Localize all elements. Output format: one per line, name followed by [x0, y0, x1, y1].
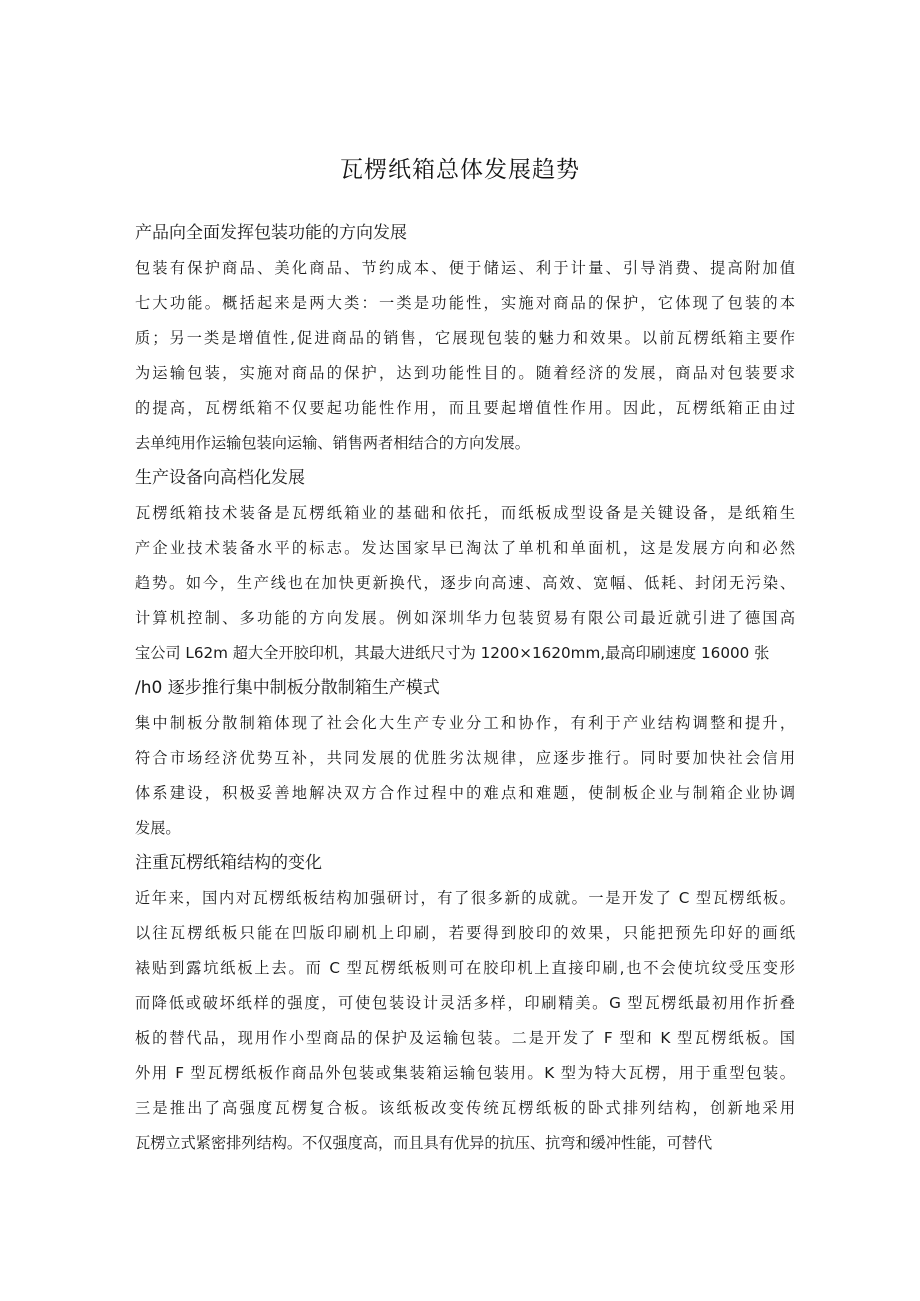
- paragraph-line: 瓦楞纸箱技术装备是瓦楞纸箱业的基础和依托，而纸板成型设备是关键设备，是纸箱生: [135, 504, 795, 522]
- paragraph-line: 宝公司 L62m 超大全开胶印机，其最大进纸尺寸为 1200×1620mm,最高印刷速度 16000 张: [135, 644, 770, 662]
- paragraph-line: 瓦楞立式紧密排列结构。不仅强度高，而且具有优异的抗压、抗弯和缓冲性能，可替代: [135, 1134, 713, 1152]
- paragraph-line: 而降低或破坏纸样的强度，可使包装设计灵活多样，印刷精美。G 型瓦楞纸最初用作折叠: [135, 994, 795, 1012]
- paragraph-line: 以往瓦楞纸板只能在凹版印刷机上印刷，若要得到胶印的效果，只能把预先印好的画纸: [135, 924, 795, 942]
- paragraph-line: 裱贴到露坑纸板上去。而 C 型瓦楞纸板则可在胶印机上直接印刷,也不会使坑纹受压变形: [135, 959, 795, 977]
- paragraph-line: 发展。: [135, 819, 181, 837]
- document-body: [135, 216, 795, 1161]
- paragraph-line: 为运输包装，实施对商品的保护，达到功能性目的。随着经济的发展，商品对包装要求: [135, 364, 795, 382]
- paragraph-line: 近年来，国内对瓦楞纸板结构加强研讨，有了很多新的成就。一是开发了 C 型瓦楞纸板。: [135, 889, 795, 907]
- paragraph-line: 七大功能。概括起来是两大类：一类是功能性，实施对商品的保护，它体现了包装的本: [135, 294, 795, 312]
- paragraph-line: 的提高，瓦楞纸箱不仅要起功能性作用，而且要起增值性作用。因此，瓦楞纸箱正由过: [135, 399, 795, 417]
- paragraph-line: 包装有保护商品、美化商品、节约成本、便于储运、利于计量、引导消费、提高附加值: [135, 259, 795, 277]
- paragraph-line: 趋势。如今，生产线也在加快更新换代，逐步向高速、高效、宽幅、低耗、封闭无污染、: [135, 574, 795, 592]
- paragraph-line: 集中制板分散制箱体现了社会化大生产专业分工和协作，有利于产业结构调整和提升，: [135, 714, 795, 732]
- paragraph-line: 去单纯用作运输包装向运输、销售两者相结合的方向发展。: [135, 434, 530, 452]
- paragraph-line: 产企业技术装备水平的标志。发达国家早已淘汰了单机和单面机，这是发展方向和必然: [135, 539, 795, 557]
- section-heading: 产品向全面发挥包装功能的方向发展: [135, 223, 407, 243]
- section-heading: 注重瓦楞纸箱结构的变化: [135, 853, 322, 873]
- section-paragraph: [135, 251, 795, 461]
- paragraph-line: 符合市场经济优势互补，共同发展的优胜劣汰规律，应逐步推行。同时要加快社会信用: [135, 749, 795, 767]
- paragraph-line: 板的替代品，现用作小型商品的保护及运输包装。二是开发了 F 型和 K 型瓦楞纸板。国: [135, 1029, 795, 1047]
- paragraph-line: 计算机控制、多功能的方向发展。例如深圳华力包装贸易有限公司最近就引进了德国高: [135, 609, 795, 627]
- section-paragraph: [135, 706, 795, 846]
- document-title: 瓦楞纸箱总体发展趋势: [340, 157, 580, 183]
- section-paragraph: [135, 881, 795, 1161]
- section-heading: 生产设备向高档化发展: [135, 468, 305, 488]
- paragraph-line: 三是推出了高强度瓦楞复合板。该纸板改变传统瓦楞纸板的卧式排列结构，创新地采用: [135, 1099, 795, 1117]
- paragraph-line: 体系建设，积极妥善地解决双方合作过程中的难点和难题，使制板企业与制箱企业协调: [135, 784, 795, 802]
- paragraph-line: 质；另一类是增值性,促进商品的销售，它展现包装的魅力和效果。以前瓦楞纸箱主要作: [135, 329, 795, 347]
- section-paragraph: [135, 496, 795, 671]
- paragraph-line: 外用 F 型瓦楞纸板作商品外包装或集装箱运输包装用。K 型为特大瓦楞，用于重型包装。: [135, 1064, 795, 1082]
- section-heading: /h0 逐步推行集中制板分散制箱生产模式: [135, 678, 440, 698]
